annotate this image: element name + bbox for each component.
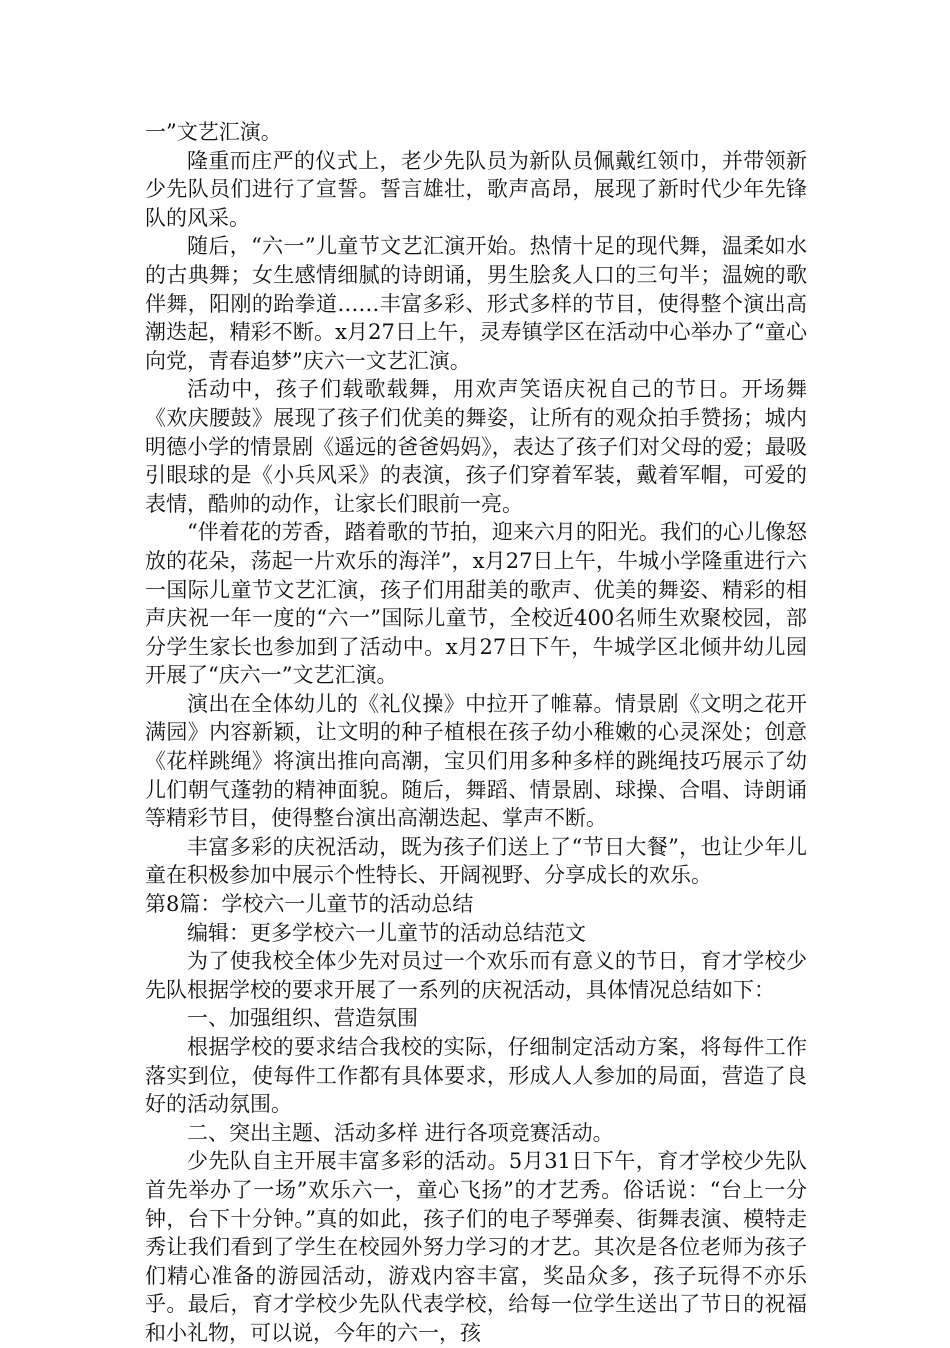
paragraph: 根据学校的要求结合我校的实际，仔细制定活动方案，将每件工作落实到位，使每件工作都有具体要求，形成人人参加的局面，营造了良好的活动氛围。 [145, 1035, 807, 1117]
subheading: 二、突出主题、活动多样 进行各项竞赛活动。 [187, 1120, 614, 1145]
paragraph: “伴着花的芳香，踏着歌的节拍，迎来六月的阳光。我们的心儿像怒放的花朵，荡起一片欢乐的海洋”，x月27日上午，牛城小学隆重进行六一国际儿童节文艺汇演，孩子们用甜美的歌声、优美的舞姿、精彩的相声庆祝一年一度的“六一”国际儿童节，全校近400名师生欢聚校园，部分学生家长也参加到了活动中。x月27日下午，牛城学区北倾井幼儿园开展了“庆六一”文艺汇演。 [145, 520, 807, 688]
document-body [145, 118, 807, 1348]
paragraph: 一”文艺汇演。 [145, 120, 282, 144]
paragraph: 少先队自主开展丰富多彩的活动。5月31日下午，育才学校少先队首先举办了一场”欢乐六一，童心飞扬”的才艺秀。俗话说：“台上一分钟，台下十分钟。”真的如此，孩子们的电子琴弹奏、街舞表演、模特走秀让我们看到了学生在校园外努力学习的才艺。其次是各位老师为孩子们精心准备的游园活动，游戏内容丰富，奖品众多，孩子玩得不亦乐乎。最后，育才学校少先队代表学校，给每一位学生送出了节日的祝福和小礼物，可以说，今年的六一，孩 [145, 1149, 807, 1345]
paragraph: 随后，“六一”儿童节文艺汇演开始。热情十足的现代舞，温柔如水的古典舞；女生感情细腻的诗朗诵，男生脍炙人口的三句半；温婉的歌伴舞，阳刚的跆拳道……丰富多彩、形式多样的节目，使得整个演出高潮迭起，精彩不断。x月27日上午，灵寿镇学区在活动中心举办了“童心向党，青春追梦”庆六一文艺汇演。 [145, 234, 807, 373]
paragraph: 丰富多彩的庆祝活动，既为孩子们送上了“节日大餐”，也让少年儿童在积极参加中展示个性特长、开阔视野、分享成长的欢乐。 [145, 834, 807, 888]
paragraph: 活动中，孩子们载歌载舞，用欢声笑语庆祝自己的节日。开场舞《欢庆腰鼓》展现了孩子们优美的舞姿，让所有的观众拍手赞扬；城内明德小学的情景剧《遥远的爸爸妈妈》，表达了孩子们对父母的爱；最吸引眼球的是《小兵风采》的表演，孩子们穿着军装，戴着军帽，可爱的表情，酷帅的动作，让家长们眼前一亮。 [145, 377, 807, 516]
editor-note: 编辑：更多学校六一儿童节的活动总结范文 [187, 920, 586, 945]
paragraph: 演出在全体幼儿的《礼仪操》中拉开了帷幕。情景剧《文明之花开满园》内容新颖，让文明的种子植根在孩子幼小稚嫩的心灵深处；创意《花样跳绳》将演出推向高潮，宝贝们用多种多样的跳绳技巧展示了幼儿们朝气蓬勃的精神面貌。随后，舞蹈、情景剧、球操、合唱、诗朗诵等精彩节目，使得整台演出高潮迭起、掌声不断。 [145, 691, 807, 831]
paragraph: 隆重而庄严的仪式上，老少先队员为新队员佩戴红领巾，并带领新少先队员们进行了宣誓。誓言雄壮，歌声高昂，展现了新时代少年先锋队的风采。 [145, 148, 807, 230]
section-heading: 第8篇：学校六一儿童节的活动总结 [145, 892, 474, 917]
paragraph: 为了使我校全体少先对员过一个欢乐而有意义的节日，育才学校少先队根据学校的要求开展了一系列的庆祝活动，具体情况总结如下： [145, 949, 807, 1002]
subheading: 一、加强组织、营造氛围 [187, 1006, 418, 1031]
